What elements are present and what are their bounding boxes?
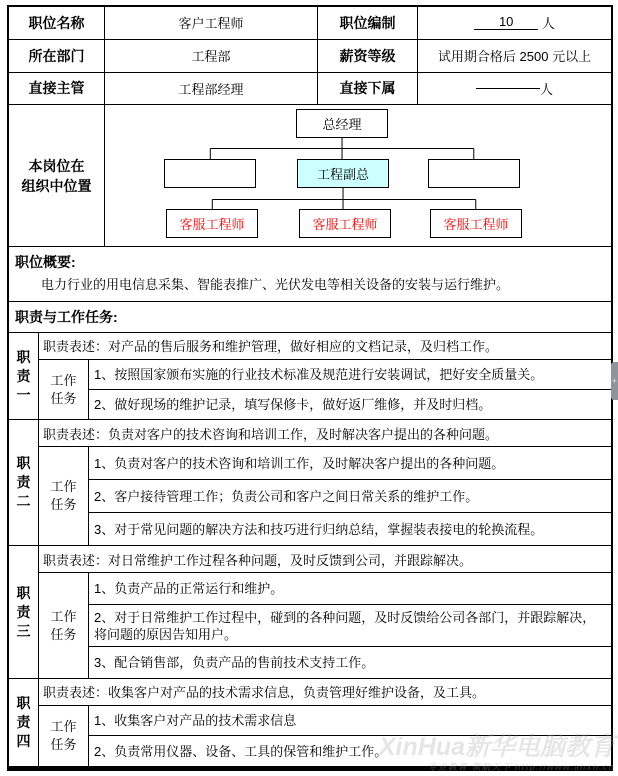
org-chart	[105, 105, 611, 246]
supervisor-label: 直接主管	[9, 73, 105, 105]
duty-1-task-2: 2、做好现场的维护记录，填写保修卡，做好返厂维修，并及时归档。	[94, 397, 492, 413]
duty-4-description	[39, 679, 611, 706]
duty-section-3	[9, 546, 611, 678]
org-box-general-manager: 总经理	[296, 109, 388, 138]
supervisor-value: 工程部经理	[105, 73, 318, 105]
subordinates-unit: 人	[539, 81, 553, 97]
org-box-service-engineer-2: 客服工程师	[299, 209, 391, 238]
duty-2-desc-label: 职责表述：	[43, 426, 109, 442]
duty-2-task-label: 工作任务	[39, 447, 89, 545]
watermark-logo-text: XinHua新华电脑教育	[378, 733, 615, 761]
position-name-value: 客户工程师	[105, 7, 318, 39]
duty-4-task-2: 2、负责常用仪器、设备、工具的保管和维护工作。	[94, 743, 388, 759]
subordinates-label: 直接下属	[318, 73, 418, 105]
headcount-unit: 人	[541, 16, 555, 32]
row-summary	[9, 247, 611, 302]
duty-3-name: 职责三	[9, 546, 39, 677]
subordinates-value	[418, 73, 611, 105]
duty-2-task-2: 2、客户接待管理工作；负责公司和客户之间日常关系的维护工作。	[89, 480, 611, 513]
org-section-label: 本岗位在 组织中位置	[9, 105, 105, 246]
duty-1-desc-text: 对产品的售后服务和维护管理，做好相应的文档记录，及归档工作。	[108, 339, 499, 355]
duty-2-desc-text: 负责对客户的技术咨询和培训工作，及时解决客户提出的各种问题。	[108, 426, 499, 442]
org-box-service-engineer-3: 客服工程师	[430, 209, 522, 238]
duty-3-task-3: 3、配合销售部，负责产品的售前技术支持工作。	[94, 655, 375, 670]
position-name-label: 职位名称	[9, 7, 105, 39]
duty-3-task-2: 2、对于日常维护工作过程中，碰到的各种问题，及时反馈给公司各部门，并跟踪解决，将问题的原因告知用户。	[89, 605, 611, 648]
job-description-table	[7, 5, 613, 771]
summary-text: 电力行业的用电信息采集、智能表推广、光伏发电等相关设备的安装与运行维护。	[41, 277, 510, 293]
row-org-chart	[9, 105, 611, 247]
row-department	[9, 40, 611, 73]
side-panel-handle[interactable]	[611, 362, 618, 400]
subordinates-blank	[476, 88, 540, 89]
row-duties-header	[9, 302, 611, 333]
duty-2-description	[39, 420, 611, 447]
duty-1-task-label: 工作任务	[39, 360, 89, 419]
duty-1-desc-label: 职责表述：	[43, 339, 109, 355]
salary-value: 试用期合格后 2500 元以上	[437, 49, 592, 65]
duty-3-task-label: 工作任务	[39, 573, 89, 677]
headcount-value	[418, 7, 611, 39]
duty-3-description	[39, 546, 611, 573]
headcount-label: 职位编制	[318, 7, 418, 39]
watermark-tagline: 专业教育 领航天下 http://www.ahxh.cn	[427, 762, 615, 772]
duties-header-label: 职责与工作任务:	[15, 308, 118, 325]
duty-1-task-1: 1、按照国家颁布实施的行业技术标准及规范进行安装调试，把好安全质量关。	[89, 360, 611, 390]
plus-icon: +	[611, 376, 618, 386]
org-box-engineering-vp: 工程副总	[297, 159, 389, 188]
duty-section-4	[9, 679, 611, 766]
row-supervisor	[9, 73, 611, 106]
duty-3-task-1: 1、负责产品的正常运行和维护。	[89, 573, 611, 604]
duty-1-name: 职责一	[9, 333, 39, 419]
org-box-middle-right-empty	[428, 159, 520, 188]
summary-label: 职位概要:	[15, 254, 76, 271]
duty-2-task-3: 3、对于常见问题的解决方法和技巧进行归纳总结，掌握装表接电的轮换流程。	[94, 521, 544, 537]
department-label: 所在部门	[9, 40, 105, 72]
duty-4-task-1: 1、收集客户对产品的技术需求信息	[89, 706, 611, 737]
headcount-blank: 10	[474, 15, 538, 30]
duty-section-2	[9, 420, 611, 546]
salary-label: 薪资等级	[318, 40, 418, 72]
duty-2-name: 职责二	[9, 420, 39, 545]
department-value: 工程部	[105, 40, 318, 72]
duty-3-desc-text: 对日常维护工作过程各种问题，及时反馈到公司，并跟踪解决。	[108, 552, 473, 568]
duty-4-desc-label: 职责表述：	[43, 685, 109, 701]
duty-section-1	[9, 333, 611, 420]
duty-2-task-1: 1、负责对客户的技术咨询和培训工作，及时解决客户提出的各种问题。	[89, 447, 611, 480]
duty-4-name: 职责四	[9, 679, 39, 766]
duty-1-description	[39, 333, 611, 360]
duty-4-desc-text: 收集客户对产品的技术需求信息，负责管理好维护设备，及工具。	[108, 685, 486, 701]
duty-4-task-label: 工作任务	[39, 706, 89, 766]
row-position-name	[9, 7, 611, 40]
duty-3-desc-label: 职责表述：	[43, 552, 109, 568]
org-box-service-engineer-1: 客服工程师	[166, 209, 258, 238]
org-box-middle-left-empty	[164, 159, 256, 188]
